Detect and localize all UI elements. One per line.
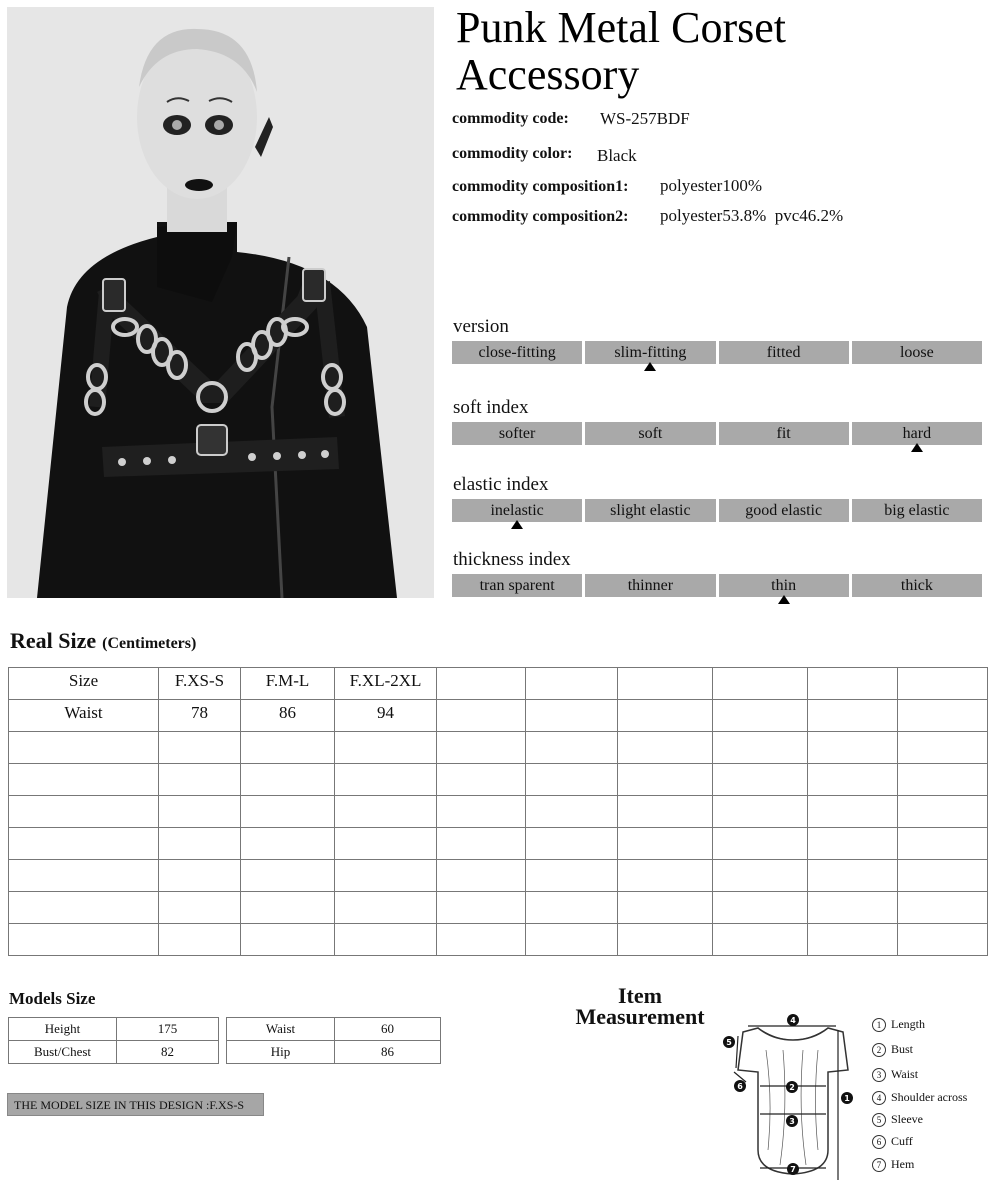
svg-text:3: 3 bbox=[789, 1117, 795, 1126]
table-cell bbox=[9, 860, 159, 892]
table-cell bbox=[159, 924, 241, 956]
model-height-label: Height bbox=[9, 1018, 117, 1041]
commodity-code-label: commodity code: bbox=[452, 110, 569, 127]
table-cell bbox=[713, 796, 808, 828]
table-cell bbox=[618, 892, 713, 924]
table-cell bbox=[241, 796, 335, 828]
table-cell: 94 bbox=[335, 700, 437, 732]
soft-index-bar bbox=[452, 422, 982, 445]
commodity-color-label: commodity color: bbox=[452, 145, 573, 162]
table-row bbox=[9, 764, 988, 796]
table-cell bbox=[159, 796, 241, 828]
table-cell: 86 bbox=[241, 700, 335, 732]
table-cell bbox=[437, 924, 526, 956]
legend-item bbox=[872, 1157, 914, 1172]
table-cell bbox=[437, 796, 526, 828]
svg-text:2: 2 bbox=[789, 1083, 795, 1092]
thickness-index-option: thin bbox=[719, 574, 849, 597]
commodity-composition2-value: polyester53.8% pvc46.2% bbox=[660, 206, 844, 225]
table-cell bbox=[159, 764, 241, 796]
table-cell bbox=[526, 828, 618, 860]
table-cell bbox=[898, 924, 988, 956]
soft-index-indicator-icon bbox=[911, 443, 923, 452]
garment-diagram bbox=[718, 1010, 858, 1188]
model-size-note: THE MODEL SIZE IN THIS DESIGN :F.XS-S bbox=[7, 1093, 264, 1116]
version-option: loose bbox=[852, 341, 982, 364]
version-option: fitted bbox=[719, 341, 849, 364]
real-size-title: Real Size bbox=[10, 628, 97, 653]
legend-item bbox=[872, 1090, 967, 1105]
commodity-composition1-label: commodity composition1: bbox=[452, 178, 629, 195]
commodity-composition2-row bbox=[452, 208, 972, 226]
table-cell bbox=[526, 764, 618, 796]
svg-text:4: 4 bbox=[790, 1016, 796, 1025]
model-waist-value: 60 bbox=[335, 1018, 441, 1041]
table-cell bbox=[159, 860, 241, 892]
table-cell bbox=[526, 860, 618, 892]
table-cell bbox=[898, 860, 988, 892]
table-cell bbox=[898, 764, 988, 796]
table-cell bbox=[618, 700, 713, 732]
legend-number: 3 bbox=[872, 1068, 886, 1082]
legend-item bbox=[872, 1042, 913, 1057]
version-bar bbox=[452, 341, 982, 364]
commodity-code-row bbox=[452, 110, 972, 128]
item-measurement-title-line2: Measurement bbox=[575, 1004, 705, 1029]
table-cell bbox=[898, 892, 988, 924]
table-row bbox=[227, 1041, 441, 1064]
legend-number: 6 bbox=[872, 1135, 886, 1149]
table-cell bbox=[241, 924, 335, 956]
soft-index-option: softer bbox=[452, 422, 582, 445]
table-cell bbox=[618, 924, 713, 956]
commodity-code-value: WS-257BDF bbox=[600, 109, 690, 128]
table-cell bbox=[335, 828, 437, 860]
legend-number: 5 bbox=[872, 1113, 886, 1127]
commodity-color-row bbox=[452, 145, 972, 163]
elastic-index-bar bbox=[452, 499, 982, 522]
table-row bbox=[227, 1018, 441, 1041]
table-cell bbox=[713, 828, 808, 860]
soft-index-option: fit bbox=[719, 422, 849, 445]
table-cell bbox=[437, 860, 526, 892]
real-size-table bbox=[8, 667, 988, 956]
soft-index-option: hard bbox=[852, 422, 982, 445]
table-cell bbox=[159, 732, 241, 764]
table-cell bbox=[713, 860, 808, 892]
table-row bbox=[9, 924, 988, 956]
legend-item bbox=[872, 1017, 925, 1032]
table-cell bbox=[526, 732, 618, 764]
table-cell bbox=[241, 732, 335, 764]
models-size-table-left bbox=[8, 1017, 219, 1064]
models-size-title: Models Size bbox=[9, 989, 96, 1008]
table-cell bbox=[808, 892, 898, 924]
model-hip-label: Hip bbox=[227, 1041, 335, 1064]
legend-label: Bust bbox=[891, 1042, 914, 1056]
commodity-composition1-row bbox=[452, 178, 972, 196]
thickness-index-title: thickness index bbox=[453, 549, 571, 570]
table-row bbox=[9, 892, 988, 924]
legend-item bbox=[872, 1112, 923, 1127]
soft-index-option: soft bbox=[585, 422, 715, 445]
product-title-line1: Punk Metal Corset bbox=[456, 3, 786, 52]
table-cell bbox=[808, 828, 898, 860]
commodity-composition2-label: commodity composition2: bbox=[452, 208, 629, 225]
table-header-cell bbox=[713, 668, 808, 700]
table-cell bbox=[9, 764, 159, 796]
table-header-cell: F.XL-2XL bbox=[335, 668, 437, 700]
product-photo bbox=[7, 7, 434, 598]
model-hip-value: 86 bbox=[335, 1041, 441, 1064]
table-row bbox=[9, 860, 988, 892]
thickness-index-option: thinner bbox=[585, 574, 715, 597]
table-row bbox=[9, 732, 988, 764]
table-cell bbox=[335, 860, 437, 892]
models-size-table-right bbox=[226, 1017, 441, 1064]
table-cell bbox=[335, 796, 437, 828]
table-row bbox=[9, 1041, 219, 1064]
real-size-unit: (Centimeters) bbox=[102, 635, 197, 652]
legend-number: 4 bbox=[872, 1091, 886, 1105]
table-cell bbox=[618, 860, 713, 892]
legend-label: Cuff bbox=[891, 1134, 913, 1148]
thickness-index-option: thick bbox=[852, 574, 982, 597]
table-cell bbox=[526, 796, 618, 828]
table-cell bbox=[241, 764, 335, 796]
table-header-cell bbox=[898, 668, 988, 700]
table-cell bbox=[713, 764, 808, 796]
table-header-cell: F.M-L bbox=[241, 668, 335, 700]
table-header-cell: F.XS-S bbox=[159, 668, 241, 700]
version-option: slim-fitting bbox=[585, 341, 715, 364]
legend-item bbox=[872, 1067, 918, 1082]
table-row bbox=[9, 668, 988, 700]
elastic-index-title: elastic index bbox=[453, 474, 549, 495]
table-cell bbox=[159, 892, 241, 924]
table-cell bbox=[713, 924, 808, 956]
table-cell bbox=[713, 892, 808, 924]
table-cell bbox=[898, 796, 988, 828]
model-bust-label: Bust/Chest bbox=[9, 1041, 117, 1064]
table-header-cell bbox=[808, 668, 898, 700]
version-option: close-fitting bbox=[452, 341, 582, 364]
product-title bbox=[456, 4, 976, 98]
table-cell bbox=[808, 764, 898, 796]
table-header-cell bbox=[437, 668, 526, 700]
table-cell bbox=[241, 892, 335, 924]
model-bust-value: 82 bbox=[117, 1041, 219, 1064]
legend-label: Shoulder across bbox=[891, 1090, 968, 1104]
table-cell: 78 bbox=[159, 700, 241, 732]
table-cell bbox=[437, 892, 526, 924]
table-cell bbox=[335, 732, 437, 764]
table-row bbox=[9, 700, 988, 732]
product-title-line2: Accessory bbox=[456, 50, 640, 99]
elastic-index-option: good elastic bbox=[719, 499, 849, 522]
table-cell bbox=[618, 796, 713, 828]
thickness-index-indicator-icon bbox=[778, 595, 790, 604]
item-measurement-title-line1: Item bbox=[618, 983, 662, 1008]
table-row bbox=[9, 828, 988, 860]
table-cell bbox=[618, 764, 713, 796]
table-cell bbox=[808, 700, 898, 732]
model-waist-label: Waist bbox=[227, 1018, 335, 1041]
thickness-index-option: tran sparent bbox=[452, 574, 582, 597]
table-cell bbox=[9, 828, 159, 860]
table-cell bbox=[526, 892, 618, 924]
table-cell bbox=[526, 700, 618, 732]
legend-number: 7 bbox=[872, 1158, 886, 1172]
elastic-index-option: inelastic bbox=[452, 499, 582, 522]
elastic-index-option: big elastic bbox=[852, 499, 982, 522]
commodity-color-value: Black bbox=[597, 146, 637, 165]
elastic-index-option: slight elastic bbox=[585, 499, 715, 522]
table-cell bbox=[898, 732, 988, 764]
table-cell bbox=[808, 732, 898, 764]
table-cell bbox=[9, 732, 159, 764]
table-cell bbox=[9, 796, 159, 828]
table-cell: Waist bbox=[9, 700, 159, 732]
svg-text:1: 1 bbox=[844, 1094, 850, 1103]
table-cell bbox=[437, 764, 526, 796]
legend-item bbox=[872, 1134, 913, 1149]
table-cell bbox=[437, 700, 526, 732]
table-cell bbox=[437, 732, 526, 764]
table-cell bbox=[713, 700, 808, 732]
table-cell bbox=[241, 860, 335, 892]
elastic-index-indicator-icon bbox=[511, 520, 523, 529]
model-height-value: 175 bbox=[117, 1018, 219, 1041]
table-cell bbox=[335, 892, 437, 924]
table-cell bbox=[808, 796, 898, 828]
version-title: version bbox=[453, 316, 509, 337]
table-header-cell: Size bbox=[9, 668, 159, 700]
legend-number: 2 bbox=[872, 1043, 886, 1057]
table-cell bbox=[9, 892, 159, 924]
table-cell bbox=[335, 924, 437, 956]
svg-text:7: 7 bbox=[790, 1165, 796, 1174]
table-cell bbox=[618, 732, 713, 764]
commodity-composition1-value: polyester100% bbox=[660, 176, 762, 195]
table-cell bbox=[898, 700, 988, 732]
legend-number: 1 bbox=[872, 1018, 886, 1032]
svg-text:5: 5 bbox=[726, 1038, 732, 1047]
legend-label: Waist bbox=[891, 1067, 919, 1081]
table-row bbox=[9, 796, 988, 828]
table-row bbox=[9, 1018, 219, 1041]
legend-label: Length bbox=[891, 1017, 925, 1031]
thickness-index-bar bbox=[452, 574, 982, 597]
table-cell bbox=[159, 828, 241, 860]
table-cell bbox=[898, 828, 988, 860]
table-cell bbox=[808, 924, 898, 956]
table-header-cell bbox=[618, 668, 713, 700]
version-indicator-icon bbox=[644, 362, 656, 371]
legend-label: Sleeve bbox=[891, 1112, 923, 1126]
real-size-heading bbox=[10, 628, 196, 654]
table-header-cell bbox=[526, 668, 618, 700]
item-measurement-title bbox=[560, 985, 720, 1027]
table-cell bbox=[335, 764, 437, 796]
model-wearing-harness-image bbox=[7, 7, 434, 598]
table-cell bbox=[713, 732, 808, 764]
table-cell bbox=[9, 924, 159, 956]
table-cell bbox=[618, 828, 713, 860]
legend-label: Hem bbox=[891, 1157, 915, 1171]
table-cell bbox=[808, 860, 898, 892]
table-cell bbox=[437, 828, 526, 860]
svg-text:6: 6 bbox=[737, 1082, 743, 1091]
table-cell bbox=[241, 828, 335, 860]
soft-index-title: soft index bbox=[453, 397, 529, 418]
table-cell bbox=[526, 924, 618, 956]
